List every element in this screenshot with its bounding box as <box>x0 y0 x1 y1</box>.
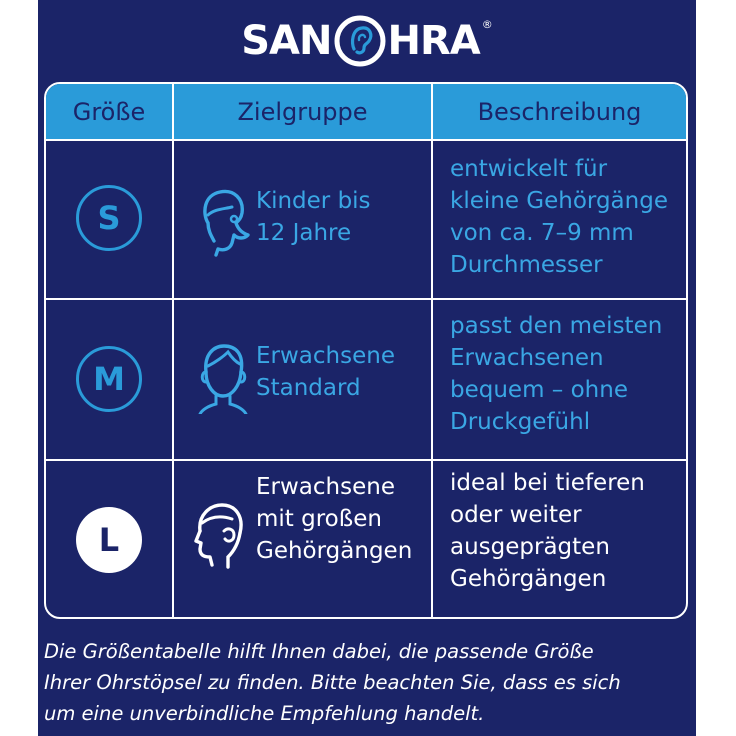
footer-line: Ihrer Ohrstöpsel zu finden. Bitte beachten Sie, dass es sich <box>44 671 621 694</box>
footer-line: um eine unverbindliche Empfehlung handelt. <box>44 702 485 725</box>
size-badge-l: L <box>76 507 142 573</box>
size-chart-panel <box>38 0 696 736</box>
adult-head-front-icon <box>194 342 252 414</box>
table-row <box>46 300 686 459</box>
logo-text-right: HRA <box>387 18 480 64</box>
target-group-text: Erwachsene mit großen Gehörgängen <box>256 474 413 564</box>
footer-note <box>44 636 694 729</box>
logo-text-left: SAN <box>241 18 332 64</box>
size-badge-s: S <box>76 185 142 251</box>
table-header <box>46 84 686 139</box>
child-head-icon <box>194 185 252 257</box>
header-description: Beschreibung <box>477 97 642 126</box>
footer-line: Die Größentabelle hilft Ihnen dabei, die passende Größe <box>44 640 594 663</box>
target-group-text: Erwachsene Standard <box>256 343 395 401</box>
description-text: passt den meisten Erwachsenen bequem – ohne Druckgefühl <box>450 313 663 435</box>
description-text: entwickelt für kleine Gehörgänge von ca. 7–9 mm Durchmesser <box>450 156 668 278</box>
table-row <box>46 141 686 298</box>
size-table <box>44 82 688 619</box>
ear-icon <box>334 15 386 67</box>
size-badge-m: M <box>76 346 142 412</box>
description-text: ideal bei tieferen oder weiter ausgeprägten Gehörgängen <box>450 470 645 592</box>
adult-head-side-icon <box>190 501 248 573</box>
table-row <box>46 461 686 619</box>
registered-mark: ® <box>481 18 493 31</box>
target-group-text: Kinder bis 12 Jahre <box>256 188 371 246</box>
sanohra-logo <box>38 10 696 72</box>
header-target-group: Zielgruppe <box>237 97 368 126</box>
header-size: Größe <box>72 97 146 126</box>
